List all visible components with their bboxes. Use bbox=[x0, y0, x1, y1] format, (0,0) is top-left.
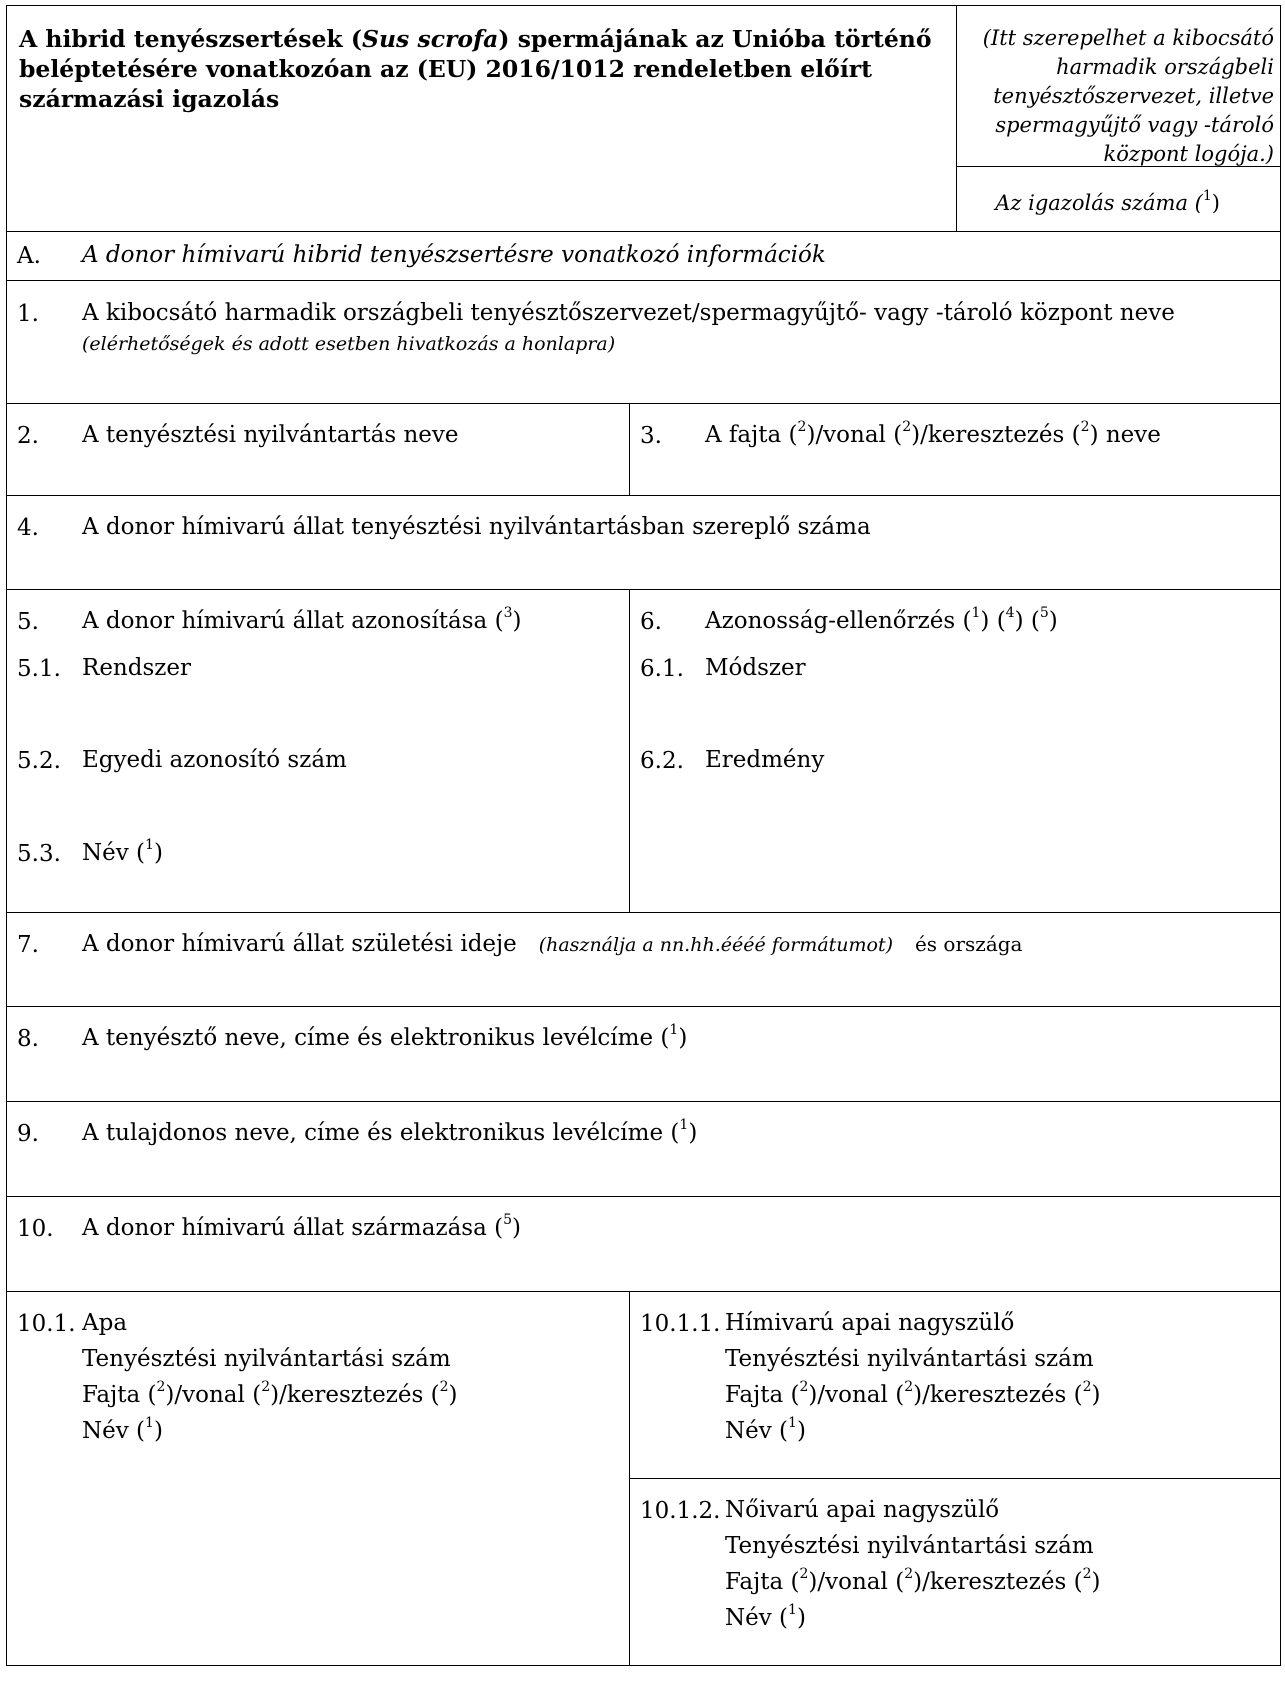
field-10 bbox=[7, 1197, 1281, 1292]
field-4-num: 4. bbox=[17, 515, 39, 541]
field-10-1-1-title: Hímivarú apai nagyszülő bbox=[725, 1310, 1015, 1336]
field-10-1-2-title: Nőivarú apai nagyszülő bbox=[725, 1497, 1000, 1523]
cert-number-label: Az igazolás száma ($^1$) bbox=[995, 188, 1220, 215]
field-10-1-2-num: 10.1.2. bbox=[640, 1498, 721, 1524]
field-10-1-1-num: 10.1.1. bbox=[640, 1311, 721, 1337]
field-10-1-1[interactable] bbox=[630, 1292, 1281, 1479]
field-6-2-label: Eredmény bbox=[705, 747, 825, 773]
field-5-label: A donor hímivarú állat azonosítása ($^3$) bbox=[82, 605, 522, 634]
field-7[interactable] bbox=[7, 913, 1281, 1007]
form-title: A hibrid tenyészsertések (Sus scrofa) spermájának az Unióba történő beléptetésére vonatkozóan az (EU) 2016/1012 rendeletben előírt származási igazolás bbox=[19, 25, 932, 113]
field-5[interactable] bbox=[7, 590, 630, 913]
field-7-num: 7. bbox=[17, 932, 39, 958]
field-10-1-title: Apa bbox=[82, 1310, 128, 1336]
field-10-1-1-breed: Fajta ($^2$)/vonal ($^2$)/keresztezés ($^2$) bbox=[725, 1379, 1101, 1408]
field-10-1-1-reg-number: Tenyésztési nyilvántartási szám bbox=[725, 1346, 1094, 1372]
field-10-1-2-lines bbox=[725, 1492, 1101, 1636]
field-9-label: A tulajdonos neve, címe és elektronikus levélcíme ($^1$) bbox=[82, 1117, 698, 1146]
field-10-1-name: Név ($^1$) bbox=[82, 1415, 163, 1444]
field-2-num: 2. bbox=[17, 423, 39, 449]
field-5-1-label: Rendszer bbox=[82, 655, 191, 681]
field-8-num: 8. bbox=[17, 1026, 39, 1052]
logo-note: (Itt szerepelhet a kibocsátó harmadik országbeli tenyésztőszervezet, illetve spermagyűjtő vagy -tároló központ logója.) bbox=[982, 26, 1274, 166]
field-5-3-num: 5.3. bbox=[17, 841, 61, 867]
field-5-3-label: Név ($^1$) bbox=[82, 837, 163, 866]
field-10-1-2-name: Név ($^1$) bbox=[725, 1602, 806, 1631]
section-a-num: A. bbox=[17, 243, 41, 269]
field-8-label: A tenyésztő neve, címe és elektronikus levélcíme ($^1$) bbox=[82, 1022, 688, 1051]
field-6-1-num: 6.1. bbox=[640, 656, 684, 682]
field-1-label: A kibocsátó harmadik országbeli tenyésztőszervezet/spermagyűjtő- vagy -tároló központ neve (elérhetőségek és adott esetben hivatkozás a honlapra) bbox=[82, 300, 1175, 355]
field-2[interactable] bbox=[7, 404, 630, 496]
field-10-1-1-name: Név ($^1$) bbox=[725, 1415, 806, 1444]
field-1[interactable] bbox=[7, 281, 1281, 404]
field-10-1-reg-number: Tenyésztési nyilvántartási szám bbox=[82, 1346, 451, 1372]
field-3-label: A fajta ($^2$)/vonal ($^2$)/keresztezés ($^2$) neve bbox=[705, 419, 1161, 448]
field-3-num: 3. bbox=[640, 423, 662, 449]
field-10-1-num: 10.1. bbox=[17, 1311, 76, 1337]
field-1-num: 1. bbox=[17, 301, 39, 327]
section-a-label: A donor hímivarú hibrid tenyészsertésre vonatkozó információk bbox=[82, 242, 826, 268]
field-5-2-num: 5.2. bbox=[17, 748, 61, 774]
certificate-form bbox=[6, 5, 1280, 1666]
field-9[interactable] bbox=[7, 1102, 1281, 1197]
field-6-2-num: 6.2. bbox=[640, 748, 684, 774]
field-5-num: 5. bbox=[17, 609, 39, 635]
field-10-num: 10. bbox=[17, 1216, 54, 1242]
field-10-1-2[interactable] bbox=[630, 1479, 1281, 1666]
field-10-1-lines bbox=[82, 1305, 458, 1449]
field-8[interactable] bbox=[7, 1007, 1281, 1102]
field-10-1-2-reg-number: Tenyésztési nyilvántartási szám bbox=[725, 1533, 1094, 1559]
title-cell bbox=[7, 6, 957, 232]
field-10-label: A donor hímivarú állat származása ($^5$) bbox=[82, 1212, 522, 1241]
field-3[interactable] bbox=[630, 404, 1281, 496]
field-4-label: A donor hímivarú állat tenyésztési nyilvántartásban szereplő száma bbox=[82, 514, 871, 540]
field-10-1[interactable] bbox=[7, 1292, 630, 1666]
field-7-label: A donor hímivarú állat születési ideje (használja a nn.hh.éééé formátumot) és országa bbox=[82, 931, 1023, 957]
section-a bbox=[7, 232, 1281, 281]
field-10-1-1-lines bbox=[725, 1305, 1101, 1449]
field-4[interactable] bbox=[7, 496, 1281, 590]
field-6-label: Azonosság-ellenőrzés ($^1$) ($^4$) ($^5$) bbox=[705, 605, 1058, 634]
field-6-1-label: Módszer bbox=[705, 655, 806, 681]
field-10-1-breed: Fajta ($^2$)/vonal ($^2$)/keresztezés ($^2$) bbox=[82, 1379, 458, 1408]
field-2-label: A tenyésztési nyilvántartás neve bbox=[82, 422, 459, 448]
cert-number-cell[interactable] bbox=[957, 167, 1281, 232]
field-6[interactable] bbox=[630, 590, 1281, 913]
field-5-2-label: Egyedi azonosító szám bbox=[82, 747, 347, 773]
logo-cell bbox=[957, 6, 1281, 167]
field-6-num: 6. bbox=[640, 609, 662, 635]
field-9-num: 9. bbox=[17, 1121, 39, 1147]
field-5-1-num: 5.1. bbox=[17, 656, 61, 682]
field-10-1-2-breed: Fajta ($^2$)/vonal ($^2$)/keresztezés ($^2$) bbox=[725, 1566, 1101, 1595]
form-table bbox=[6, 5, 1281, 1666]
